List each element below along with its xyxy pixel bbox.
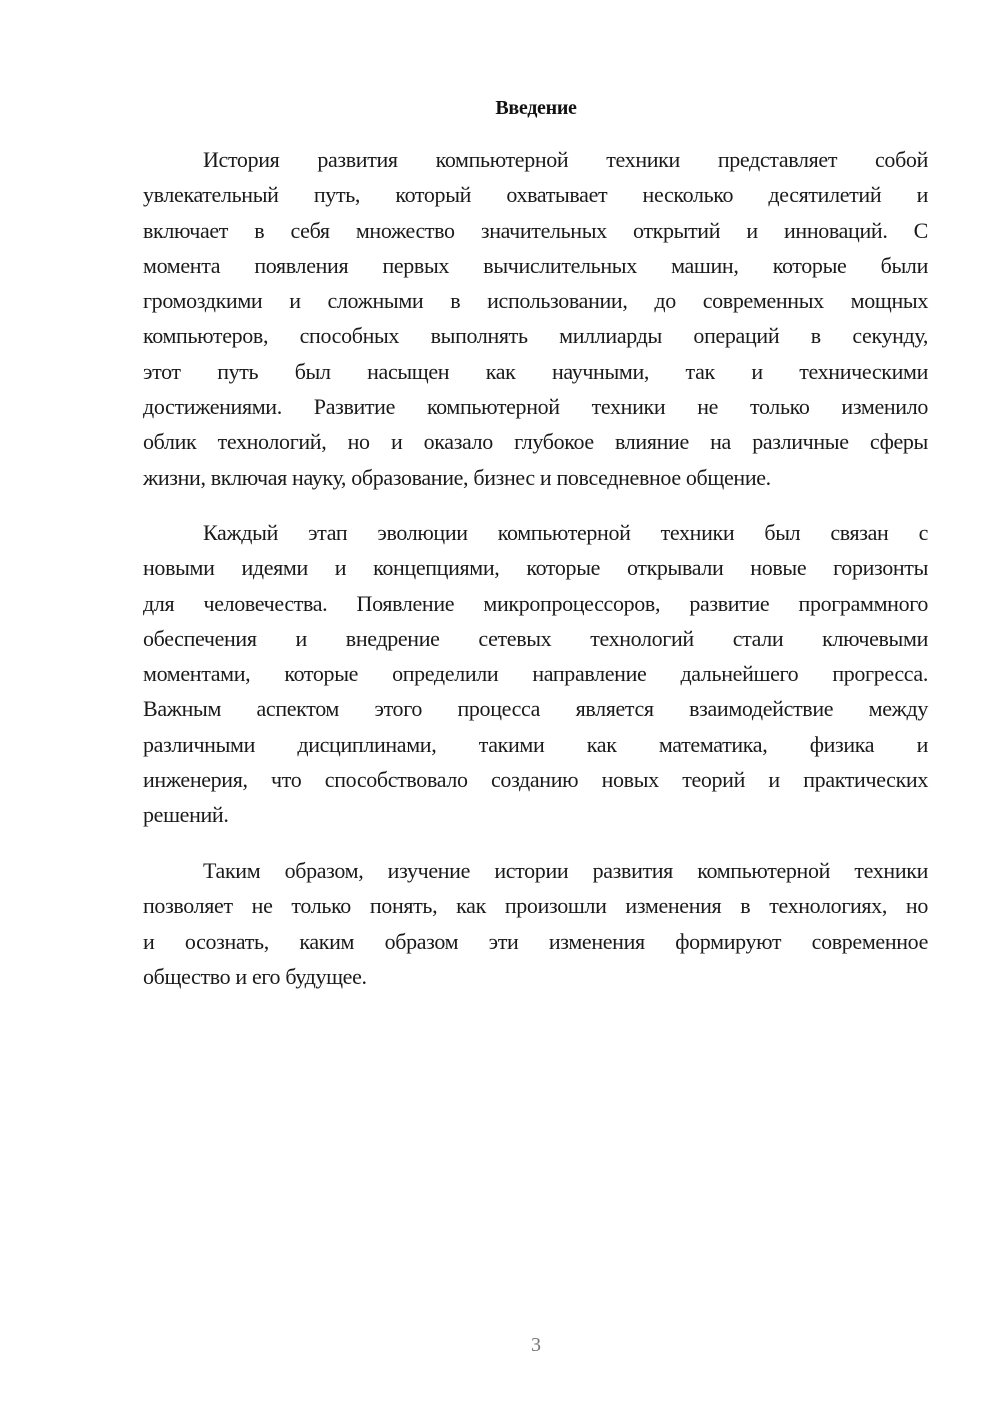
section-heading: Введение xyxy=(495,97,577,119)
text-line: увлекательный путь, который охватывает несколько десятилетий и xyxy=(143,182,928,208)
text-line: облик технологий, но и оказало глубокое влияние на различные сферы xyxy=(143,429,928,455)
text-line: Таким образом, изучение истории развития компьютерной техники xyxy=(203,858,928,883)
text-line: момента появления первых вычислительных машин, которые были xyxy=(143,252,928,278)
text-line: для человечества. Появление микропроцессоров, развитие программного xyxy=(143,590,928,616)
text-line: моментами, которые определили направление дальнейшего прогресса. xyxy=(143,661,928,687)
text-line: включает в себя множество значительных открытий и инноваций. С xyxy=(143,217,928,243)
text-line: позволяет не только понять, как произошли изменения в технологиях, но xyxy=(143,893,928,919)
text-line: решений. xyxy=(143,802,229,828)
text-line: и осознать, каким образом эти изменения формируют современное xyxy=(143,928,928,954)
text-line: инженерия, что способствовало созданию новых теорий и практических xyxy=(143,767,928,793)
text-line: новыми идеями и концепциями, которые открывали новые горизонты xyxy=(143,555,928,581)
text-line: компьютеров, способных выполнять миллиарды операций в секунду, xyxy=(143,323,928,349)
text-line: Важным аспектом этого процесса является взаимодействие между xyxy=(143,696,928,722)
text-line: громоздкими и сложными в использовании, до современных мощных xyxy=(143,288,928,314)
text-line: История развития компьютерной техники представляет собой xyxy=(203,147,928,172)
paragraph-2 xyxy=(143,515,928,833)
text-line: общество и его будущее. xyxy=(143,963,367,989)
page-number: 3 xyxy=(531,1334,541,1356)
text-line: Каждый этап эволюции компьютерной техники был связан с xyxy=(203,520,928,545)
text-line: достижениями. Развитие компьютерной техники не только изменило xyxy=(143,394,928,420)
text-line: этот путь был насыщен как научными, так и техническими xyxy=(143,358,928,384)
text-line: обеспечения и внедрение сетевых технологий стали ключевыми xyxy=(143,625,928,651)
paragraph-3 xyxy=(143,853,928,994)
paragraph-1 xyxy=(143,142,928,495)
text-line: различными дисциплинами, такими как математика, физика и xyxy=(143,731,928,757)
text-line: жизни, включая науку, образование, бизнес и повседневное общение. xyxy=(143,464,771,490)
